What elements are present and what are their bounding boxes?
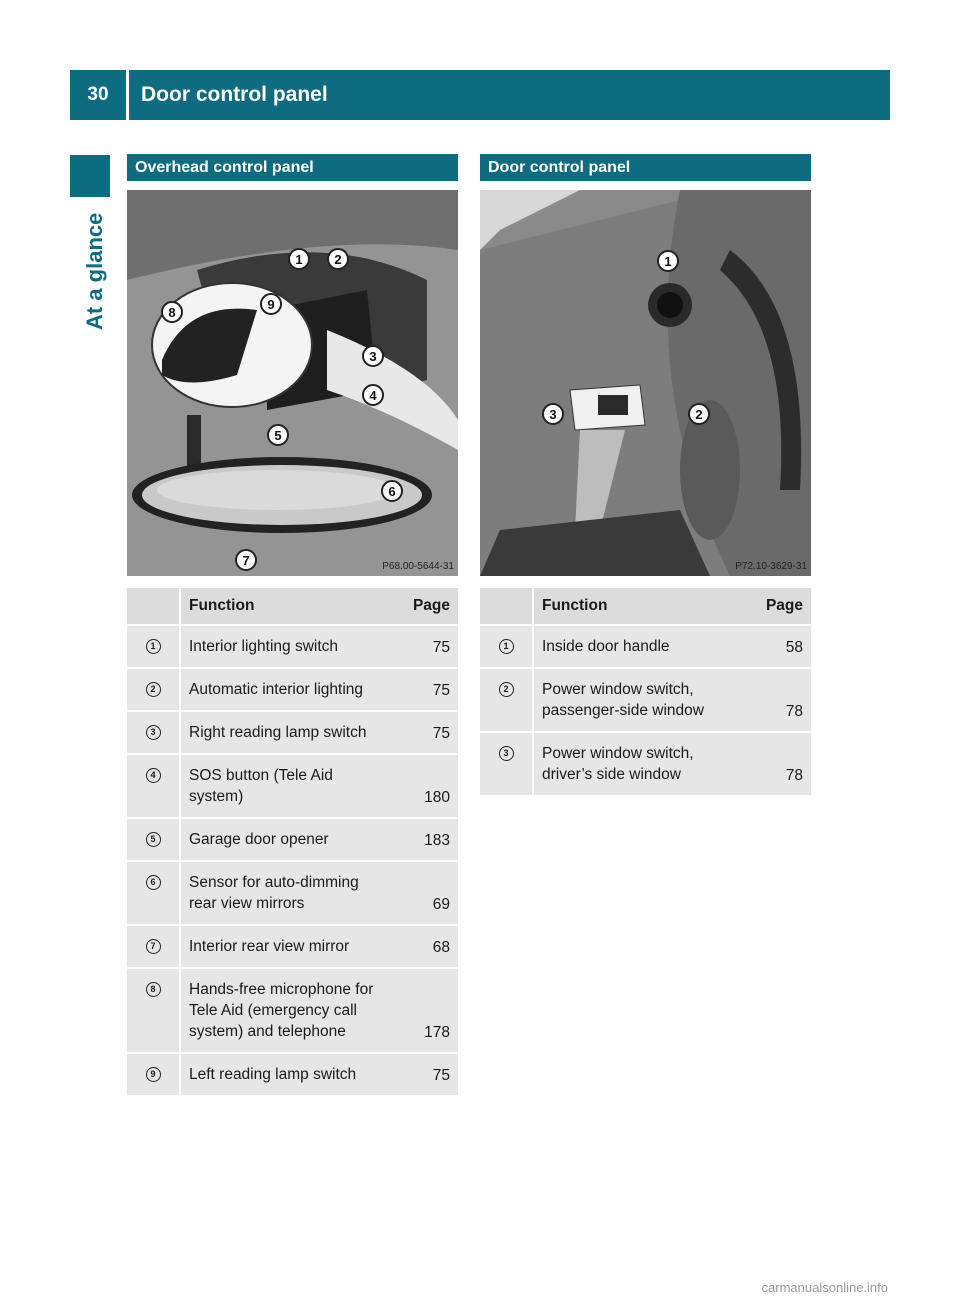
table-row: [127, 818, 458, 861]
item-number: 3: [499, 746, 514, 761]
num-header: [480, 588, 533, 625]
callout-1: 1: [657, 250, 679, 272]
function-cell: Automatic interior lighting: [180, 668, 396, 711]
callout-6: 6: [381, 480, 403, 502]
page-cell: 75: [396, 1053, 458, 1095]
item-number: 4: [146, 768, 161, 783]
callout-5: 5: [267, 424, 289, 446]
callout-2: 2: [688, 403, 710, 425]
table-row: [480, 668, 811, 732]
item-number: 7: [146, 939, 161, 954]
page-cell: 78: [749, 668, 811, 732]
function-cell: Power window switch, driver’s side window: [533, 732, 749, 795]
callout-2: 2: [327, 248, 349, 270]
page-title: Door control panel: [129, 70, 890, 120]
item-number: 8: [146, 982, 161, 997]
function-cell: SOS button (Tele Aid system): [180, 754, 396, 818]
side-tab-marker: [70, 155, 110, 197]
function-cell: Sensor for auto-dimming rear view mirrors: [180, 861, 396, 925]
page-cell: 58: [749, 625, 811, 668]
table-row: [127, 861, 458, 925]
callout-3: 3: [542, 403, 564, 425]
door-function-table: [480, 588, 811, 795]
table-row: [127, 1053, 458, 1095]
page-cell: 180: [396, 754, 458, 818]
figure-code: P68.00-5644-31: [382, 561, 454, 572]
table-row: [127, 625, 458, 668]
overhead-illustration: [127, 190, 458, 576]
page-cell: 75: [396, 625, 458, 668]
door-illustration: [480, 190, 811, 576]
item-number: 9: [146, 1067, 161, 1082]
figure-code: P72.10-3629-31: [735, 561, 807, 572]
item-number: 1: [499, 639, 514, 654]
callout-9: 9: [260, 293, 282, 315]
watermark-text: carmanualsonline.info: [761, 1280, 888, 1295]
function-cell: Interior lighting switch: [180, 625, 396, 668]
page-cell: 183: [396, 818, 458, 861]
side-tab-label: At a glance: [82, 212, 107, 330]
table-row: [127, 968, 458, 1053]
table-row: [127, 925, 458, 968]
function-cell: Garage door opener: [180, 818, 396, 861]
item-number: 5: [146, 832, 161, 847]
item-number: 2: [499, 682, 514, 697]
item-number: 1: [146, 639, 161, 654]
door-heading: Door control panel: [480, 154, 811, 181]
function-cell: Power window switch, passenger-side window: [533, 668, 749, 732]
page-number: 30: [70, 70, 126, 120]
function-cell: Inside door handle: [533, 625, 749, 668]
overhead-heading: Overhead control panel: [127, 154, 458, 181]
page-header: Page: [749, 588, 811, 625]
door-photo: [480, 190, 811, 576]
door-section: [480, 154, 811, 795]
item-number: 6: [146, 875, 161, 890]
page-cell: 75: [396, 668, 458, 711]
callout-8: 8: [161, 301, 183, 323]
page-cell: 178: [396, 968, 458, 1053]
page-cell: 75: [396, 711, 458, 754]
function-cell: Right reading lamp switch: [180, 711, 396, 754]
table-row: [127, 711, 458, 754]
item-number: 3: [146, 725, 161, 740]
table-row: [127, 754, 458, 818]
function-cell: Hands-free microphone for Tele Aid (emergency call system) and telephone: [180, 968, 396, 1053]
page-cell: 78: [749, 732, 811, 795]
function-cell: Interior rear view mirror: [180, 925, 396, 968]
callout-4: 4: [362, 384, 384, 406]
function-cell: Left reading lamp switch: [180, 1053, 396, 1095]
overhead-function-table: [127, 588, 458, 1095]
table-row: [127, 668, 458, 711]
page-header: Page: [396, 588, 458, 625]
callout-7: 7: [235, 549, 257, 571]
page-cell: 69: [396, 861, 458, 925]
table-row: [480, 625, 811, 668]
overhead-photo: [127, 190, 458, 576]
page-cell: 68: [396, 925, 458, 968]
function-header: Function: [180, 588, 396, 625]
callout-1: 1: [288, 248, 310, 270]
function-header: Function: [533, 588, 749, 625]
table-row: [480, 732, 811, 795]
callout-3: 3: [362, 345, 384, 367]
overhead-section: [127, 154, 458, 1095]
item-number: 2: [146, 682, 161, 697]
num-header: [127, 588, 180, 625]
